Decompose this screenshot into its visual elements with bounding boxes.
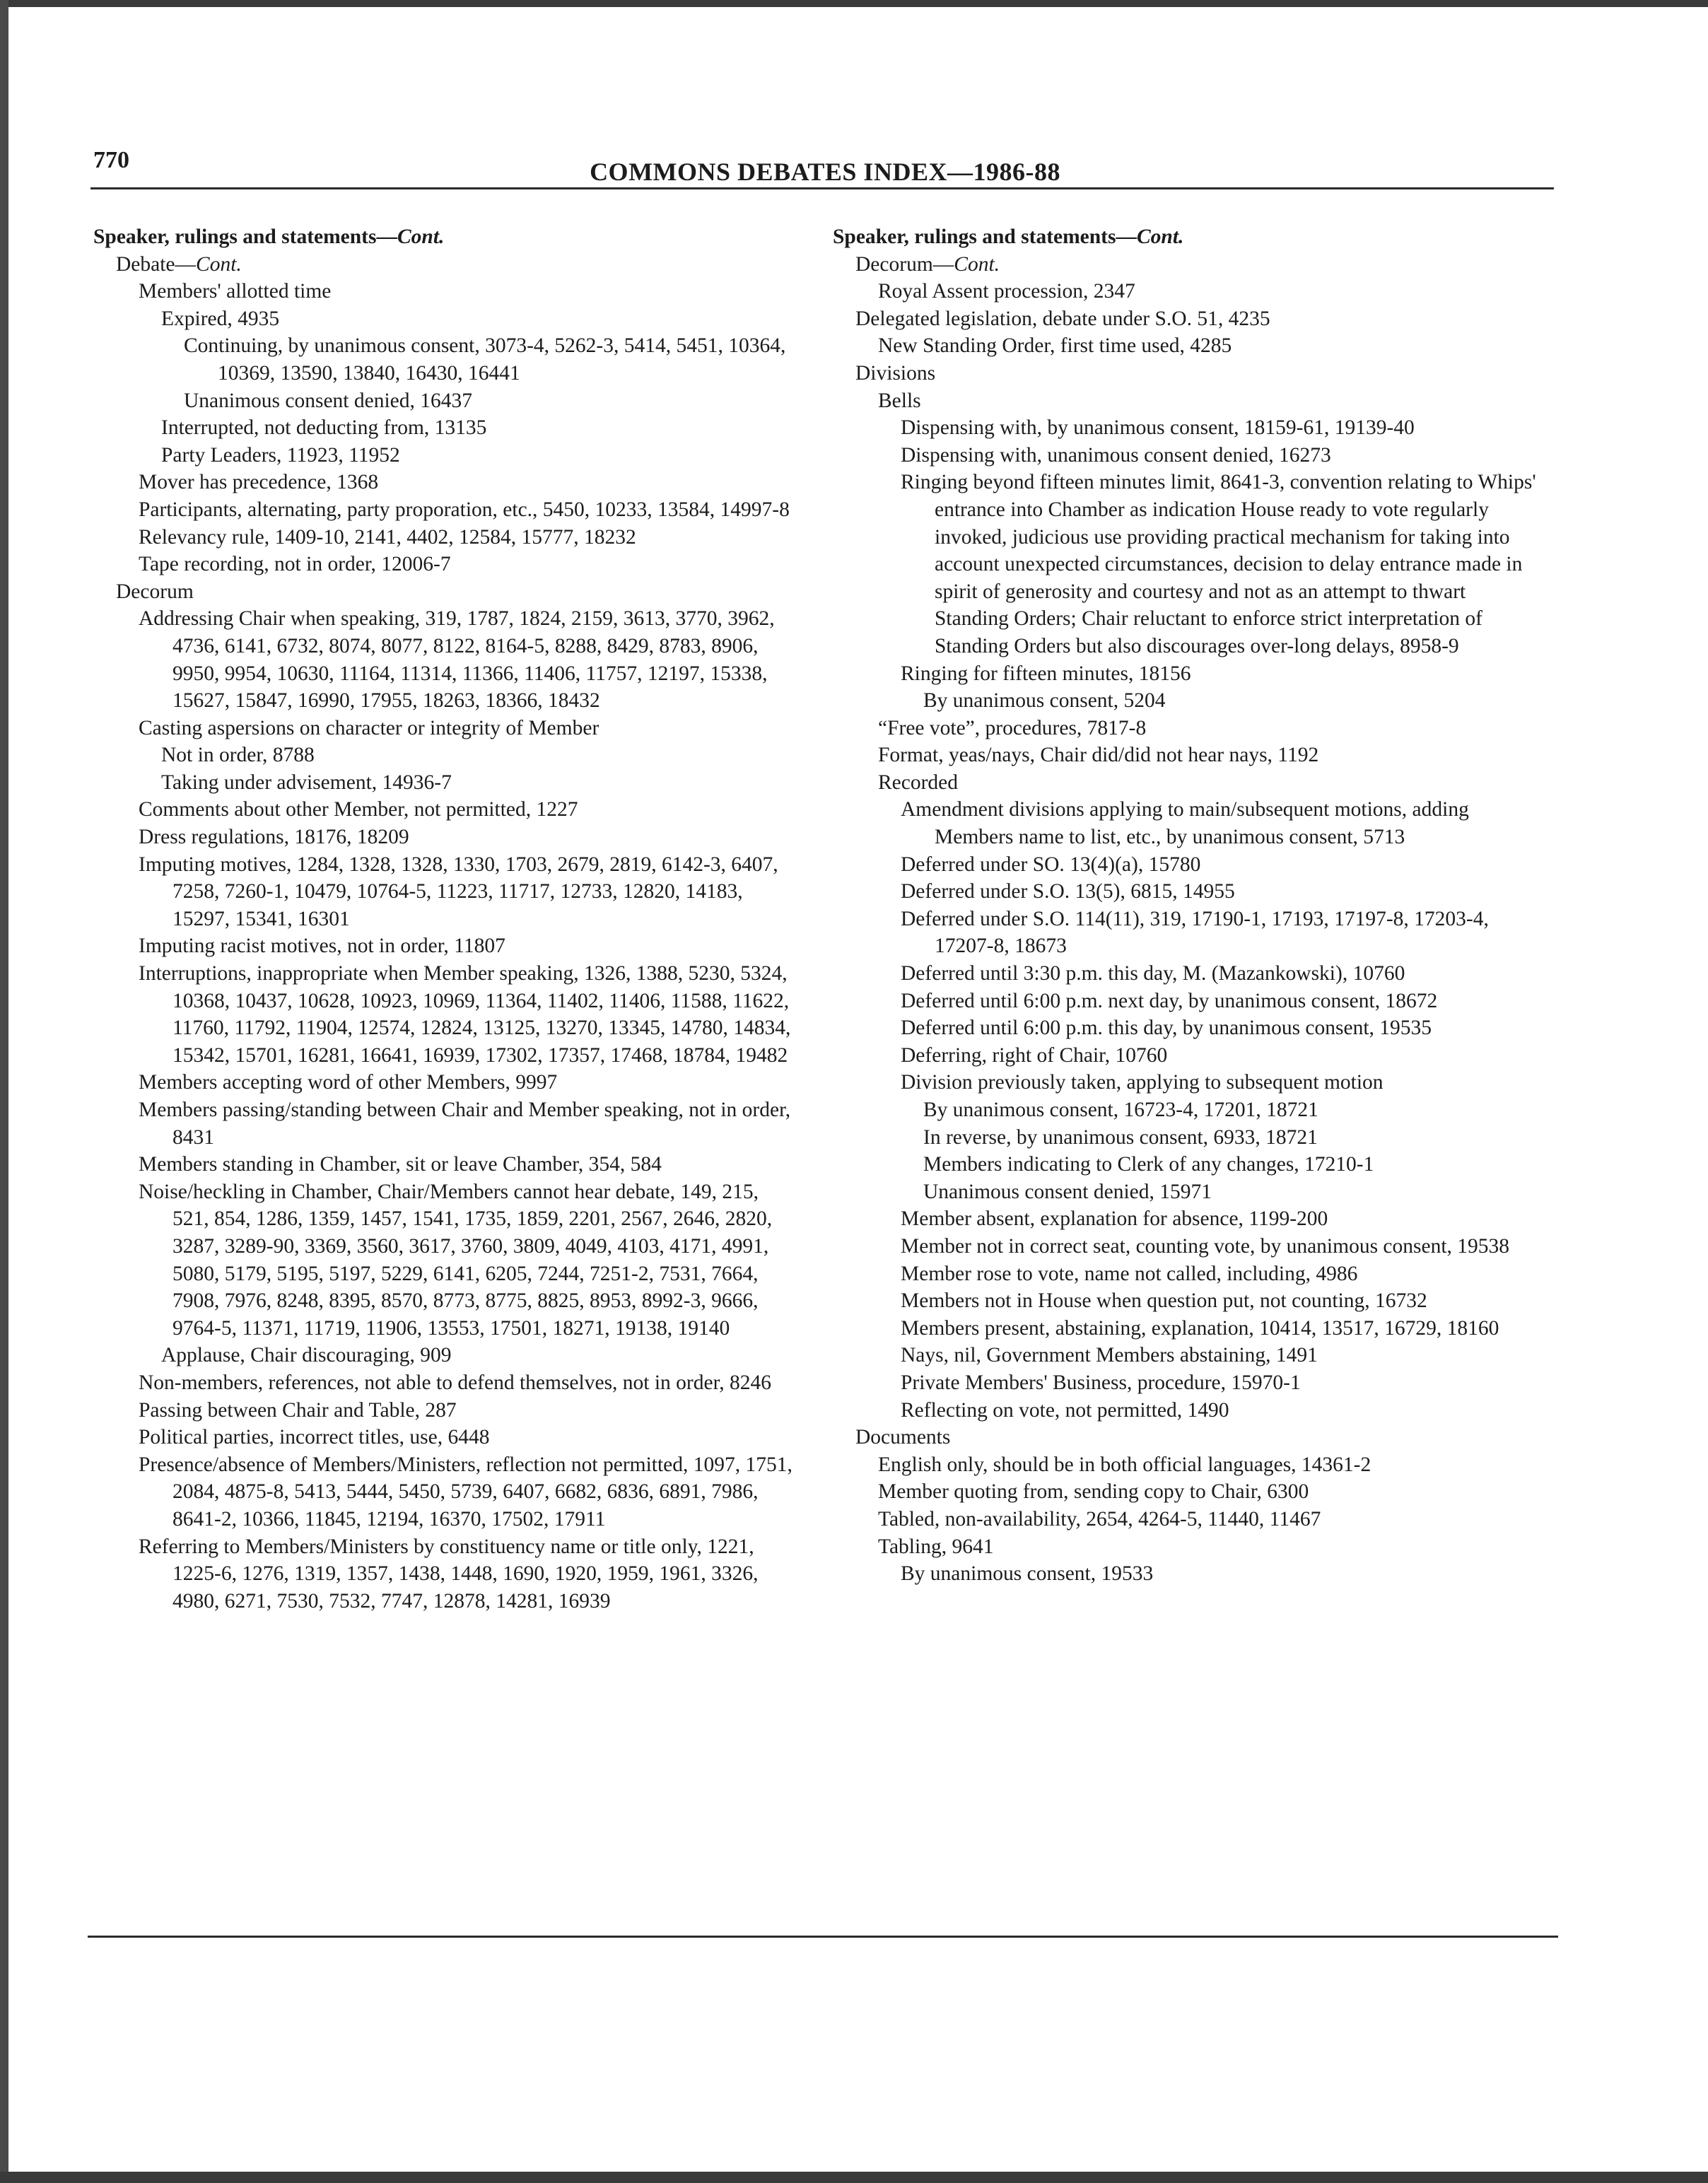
index-entry xyxy=(93,442,800,469)
index-entry-text: Member rose to vote, name not called, including, 4986 xyxy=(901,1262,1358,1285)
index-entry-text: Non-members, references, not able to defend themselves, not in order, 8246 xyxy=(139,1371,771,1394)
index-entry xyxy=(93,223,800,251)
index-entry xyxy=(93,1096,800,1151)
index-entry xyxy=(833,387,1540,415)
index-entry-text: Members present, abstaining, explanation, 10414, 13517, 16729, 18160 xyxy=(901,1316,1499,1340)
continued-marker: Cont. xyxy=(397,226,445,248)
index-entry-text: Passing between Chair and Table, 287 xyxy=(139,1398,457,1422)
index-entry-text: “Free vote”, procedures, 7817-8 xyxy=(878,716,1147,739)
index-entry xyxy=(93,1397,800,1424)
index-entry xyxy=(833,1124,1540,1152)
index-entry xyxy=(833,1478,1540,1506)
index-entry xyxy=(833,769,1540,797)
index-entry xyxy=(93,715,800,742)
index-entry xyxy=(833,1042,1540,1070)
header-rule xyxy=(90,187,1554,189)
page-number: 770 xyxy=(93,147,129,173)
index-entry-text: Private Members' Business, procedure, 15970-1 xyxy=(901,1371,1301,1394)
index-entry-text: Deferring, right of Chair, 10760 xyxy=(901,1043,1168,1067)
index-entry xyxy=(93,469,800,496)
index-entry xyxy=(93,1342,800,1369)
index-entry-text: Royal Assent procession, 2347 xyxy=(878,280,1135,303)
index-entry-text: Noise/heckling in Chamber, Chair/Members cannot hear debate, 149, 215, 521, 854, 1286, 1359, 1457, 1541, 1735, 1859, 2201, 2567, 2646, 2820, 3287, 3289-90, 3369, 3560, 3617, 3760, 3809, 4049, 4103, 4171, 4991, 5080, 5179, 5195, 5197, 5229, 6141, 6205, 7244, 7251-2, 7531, 7664, 7908, 7976, 8248, 8395, 8570, 8773, 8775, 8825, 8953, 8992-3, 9666, 9764-5, 11371, 11719, 11906, 13553, 17501, 18271, 19138, 19140 xyxy=(139,1180,773,1340)
index-entry-text: Interruptions, inappropriate when Member speaking, 1326, 1388, 5230, 5324, 10368, 10437, 10628, 10923, 10969, 11364, 11402, 11406, 11588, 11622, 11760, 11792, 11904, 12574, 12824, 13125, 13270, 13345, 14780, 14834, 15342, 15701, 16281, 16641, 16939, 17302, 17357, 17468, 18784, 19482 xyxy=(139,962,791,1067)
index-entry-text: Documents xyxy=(855,1426,951,1449)
index-entry xyxy=(93,1451,800,1533)
index-entry-text: Tape recording, not in order, 12006-7 xyxy=(139,553,451,576)
index-entry-text: Speaker, rulings and statements— xyxy=(93,226,397,248)
index-entry-text: Member not in correct seat, counting vote, by unanimous consent, 19538 xyxy=(901,1234,1510,1258)
index-entry-text: Dispensing with, unanimous consent denied, 16273 xyxy=(901,443,1331,467)
index-entry xyxy=(833,988,1540,1015)
index-entry-text: Tabling, 9641 xyxy=(878,1535,994,1558)
index-entry xyxy=(93,851,800,933)
index-entry-text: Deferred under S.O. 13(5), 6815, 14955 xyxy=(901,880,1235,903)
index-entry xyxy=(833,660,1540,688)
page-header xyxy=(93,147,1557,189)
index-entry xyxy=(833,1178,1540,1206)
index-entry-text: Imputing racist motives, not in order, 11807 xyxy=(139,935,505,958)
index-entry xyxy=(93,605,800,714)
index-entry-text: Members passing/standing between Chair and Member speaking, not in order, 8431 xyxy=(139,1099,791,1149)
index-entry xyxy=(833,1069,1540,1096)
index-entry xyxy=(93,1151,800,1178)
index-entry xyxy=(833,442,1540,469)
index-entry-text: Members not in House when question put, not counting, 16732 xyxy=(901,1289,1427,1313)
index-entry xyxy=(833,687,1540,715)
index-entry xyxy=(833,305,1540,333)
index-entry xyxy=(93,796,800,824)
index-entry xyxy=(93,414,800,442)
index-entry xyxy=(93,496,800,524)
index-entry-text: Comments about other Member, not permitted, 1227 xyxy=(139,798,578,821)
index-entry xyxy=(833,1233,1540,1260)
index-entry xyxy=(833,1151,1540,1178)
index-entry xyxy=(93,1178,800,1342)
index-entry xyxy=(93,387,800,415)
index-entry-text: Deferred under S.O. 114(11), 319, 17190-1, 17193, 17197-8, 17203-4, 17207-8, 18673 xyxy=(901,907,1489,958)
index-entry-text: Deferred until 6:00 p.m. next day, by unanimous consent, 18672 xyxy=(901,989,1438,1012)
index-entry-text: Continuing, by unanimous consent, 3073-4, 5262-3, 5414, 5451, 10364, 10369, 13590, 13840, 16430, 16441 xyxy=(184,334,786,385)
index-entry-text: Delegated legislation, debate under S.O. 51, 4235 xyxy=(855,307,1270,330)
index-entry xyxy=(833,878,1540,906)
index-entry-text: Deferred until 6:00 p.m. this day, by unanimous consent, 19535 xyxy=(901,1017,1432,1040)
index-entry-text: Tabled, non-availability, 2654, 4264-5, 11440, 11467 xyxy=(878,1507,1321,1531)
index-entry xyxy=(833,851,1540,879)
index-entry-text: Amendment divisions applying to main/subsequent motions, adding Members name to list, etc., by unanimous consent, 5713 xyxy=(901,798,1469,849)
index-entry-text: Expired, 4935 xyxy=(161,307,280,330)
index-entry xyxy=(833,906,1540,960)
index-entry xyxy=(93,960,800,1069)
index-entry xyxy=(833,251,1540,279)
index-entry-text: Speaker, rulings and statements— xyxy=(833,226,1137,248)
continued-marker: Cont. xyxy=(954,252,1000,276)
index-entry xyxy=(93,932,800,960)
index-entry-text: Members accepting word of other Members, 9997 xyxy=(139,1071,558,1094)
index-entry xyxy=(93,578,800,606)
index-entry-text: Mover has precedence, 1368 xyxy=(139,471,379,494)
index-entry xyxy=(833,1287,1540,1315)
index-entry-text: Bells xyxy=(878,389,921,412)
index-entry-text: Not in order, 8788 xyxy=(161,744,315,767)
index-entry-text: Casting aspersions on character or integrity of Member xyxy=(139,716,599,739)
index-column-left xyxy=(93,223,800,1615)
index-entry-text: Recorded xyxy=(878,771,959,794)
index-entry-text: Relevancy rule, 1409-10, 2141, 4402, 12584, 15777, 18232 xyxy=(139,525,636,549)
index-entry-text: Unanimous consent denied, 15971 xyxy=(923,1180,1212,1203)
index-entry-text: Applause, Chair discouraging, 909 xyxy=(161,1344,452,1367)
index-entry-text: By unanimous consent, 5204 xyxy=(923,689,1166,713)
index-entry-text: Debate— xyxy=(116,252,197,276)
index-entry xyxy=(833,1451,1540,1479)
index-entry xyxy=(833,223,1540,251)
index-entry-text: Presence/absence of Members/Ministers, reflection not permitted, 1097, 1751, 2084, 4875-8, 5413, 5444, 5450, 5739, 6407, 6682, 6836, 6891, 7986, 8641-2, 10366, 11845, 12194, 16370, 17502, 17911 xyxy=(139,1453,792,1531)
index-entry xyxy=(93,332,800,387)
footer-rule xyxy=(88,1936,1558,1938)
index-entry-text: Division previously taken, applying to subsequent motion xyxy=(901,1071,1384,1094)
index-entry xyxy=(93,1533,800,1615)
index-entry-text: English only, should be in both official languages, 14361-2 xyxy=(878,1453,1371,1476)
index-entry-text: Imputing motives, 1284, 1328, 1328, 1330, 1703, 2679, 2819, 6142-3, 6407, 7258, 7260-1, 10479, 10764-5, 11223, 11717, 12733, 12820, 14183, 15297, 15341, 16301 xyxy=(139,853,778,930)
index-entry-text: Taking under advisement, 14936-7 xyxy=(161,771,452,794)
index-entry xyxy=(833,1315,1540,1342)
index-entry-text: Party Leaders, 11923, 11952 xyxy=(161,443,400,467)
index-entry-text: Members standing in Chamber, sit or leave Chamber, 354, 584 xyxy=(139,1153,662,1176)
continued-marker: Cont. xyxy=(1136,226,1184,248)
index-entry-text: New Standing Order, first time used, 4285 xyxy=(878,334,1232,358)
index-entry xyxy=(93,1424,800,1451)
index-entry-text: By unanimous consent, 16723-4, 17201, 18721 xyxy=(923,1099,1318,1121)
index-entry-text: Addressing Chair when speaking, 319, 1787, 1824, 2159, 3613, 3770, 3962, 4736, 6141, 6732, 8074, 8077, 8122, 8164-5, 8288, 8429, 8783, 8906, 9950, 9954, 10630, 11164, 11314, 11366, 11406, 11757, 12197, 15338, 15627, 15847, 16990, 17955, 18263, 18366, 18432 xyxy=(139,607,775,713)
index-entry xyxy=(93,251,800,279)
index-entry xyxy=(833,742,1540,769)
index-entry-text: Unanimous consent denied, 16437 xyxy=(184,389,473,412)
index-entry-text: Interrupted, not deducting from, 13135 xyxy=(161,416,487,440)
index-entry-text: Participants, alternating, party proporation, etc., 5450, 10233, 13584, 14997-8 xyxy=(139,498,790,521)
continued-marker: Cont. xyxy=(196,252,242,276)
index-entry xyxy=(833,1397,1540,1424)
index-entry xyxy=(833,1424,1540,1451)
index-entry-text: Members' allotted time xyxy=(139,280,332,303)
index-entry xyxy=(833,332,1540,360)
index-entry-text: By unanimous consent, 19533 xyxy=(901,1562,1154,1586)
index-entry xyxy=(93,742,800,769)
index-entry-text: Member absent, explanation for absence, 1199-200 xyxy=(901,1207,1328,1231)
index-entry-text: Dispensing with, by unanimous consent, 18159-61, 19139-40 xyxy=(901,416,1415,440)
index-entry xyxy=(833,278,1540,305)
scan-border-left xyxy=(0,0,8,2183)
index-entry xyxy=(93,769,800,797)
index-entry-text: Members indicating to Clerk of any changes, 17210-1 xyxy=(923,1153,1374,1176)
index-entry xyxy=(93,305,800,333)
index-entry xyxy=(833,1533,1540,1561)
index-entry-text: Format, yeas/nays, Chair did/did not hear nays, 1192 xyxy=(878,744,1319,767)
scan-border-top xyxy=(0,0,1708,7)
index-entry xyxy=(833,715,1540,742)
index-entry-text: Decorum— xyxy=(855,252,954,276)
index-entry xyxy=(833,469,1540,660)
index-entry-text: Member quoting from, sending copy to Chair, 6300 xyxy=(878,1480,1309,1504)
index-entry-text: Ringing beyond fifteen minutes limit, 8641-3, convention relating to Whips' entrance into Chamber as indication House ready to vote regularly invoked, judicious use providing practical mechanism for taking into account unexpected circumstances, decision to delay entrance made in spirit of generosity and courtesy and not as an attempt to thwart Standing Orders; Chair reluctant to enforce strict interpretation of Standing Orders but also discourages over-long delays, 8958-9 xyxy=(901,471,1536,657)
index-entry-text: Reflecting on vote, not permitted, 1490 xyxy=(901,1398,1229,1422)
index-entry xyxy=(93,278,800,305)
index-entry-text: Political parties, incorrect titles, use, 6448 xyxy=(139,1426,490,1449)
index-entry xyxy=(833,1560,1540,1588)
index-entry xyxy=(93,1069,800,1096)
index-entry-text: Divisions xyxy=(855,361,936,385)
index-entry xyxy=(833,1205,1540,1233)
index-entry xyxy=(833,960,1540,988)
index-entry xyxy=(833,1506,1540,1533)
index-entry-text: Referring to Members/Ministers by constituency name or title only, 1221, 1225-6, 1276, 1319, 1357, 1438, 1448, 1690, 1920, 1959, 1961, 3326, 4980, 6271, 7530, 7532, 7747, 12878, 14281, 16939 xyxy=(139,1535,759,1613)
index-entry-text: In reverse, by unanimous consent, 6933, 18721 xyxy=(923,1125,1318,1149)
index-entry-text: Deferred until 3:30 p.m. this day, M. (Mazankowski), 10760 xyxy=(901,962,1405,985)
index-entry xyxy=(833,360,1540,387)
index-entry xyxy=(93,824,800,851)
index-entry-text: Nays, nil, Government Members abstaining, 1491 xyxy=(901,1344,1318,1367)
index-entry xyxy=(833,1014,1540,1042)
index-entry-text: Dress regulations, 18176, 18209 xyxy=(139,826,409,849)
index-entry xyxy=(93,1369,800,1397)
scan-border-bottom xyxy=(0,2172,1708,2183)
index-column-right xyxy=(833,223,1540,1588)
index-entry xyxy=(93,551,800,578)
index-entry xyxy=(93,524,800,551)
index-entry xyxy=(833,1342,1540,1369)
running-title: COMMONS DEBATES INDEX—1986-88 xyxy=(590,158,1060,186)
index-entry xyxy=(833,796,1540,850)
index-entry xyxy=(833,1096,1540,1124)
index-entry-text: Ringing for fifteen minutes, 18156 xyxy=(901,662,1191,685)
index-entry xyxy=(833,1260,1540,1288)
index-entry xyxy=(833,414,1540,442)
index-entry-text: Deferred under SO. 13(4)(a), 15780 xyxy=(901,853,1201,876)
index-entry-text: Decorum xyxy=(116,580,194,603)
index-entry xyxy=(833,1369,1540,1397)
